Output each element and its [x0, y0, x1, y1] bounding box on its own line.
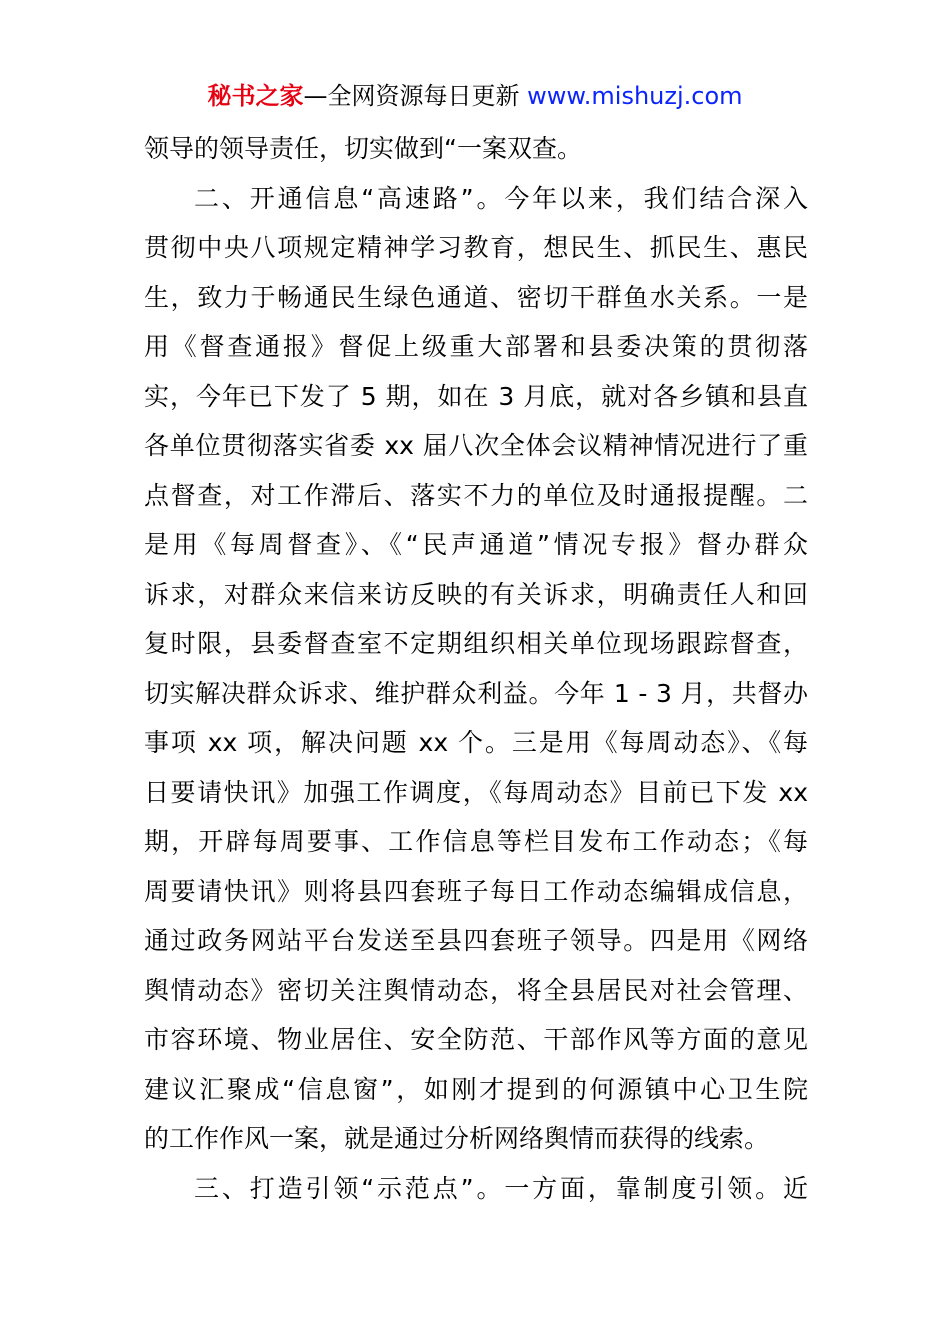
text-line: 点督查，对工作滞后、落实不力的单位及时通报提醒。二 [144, 480, 808, 510]
text-line: 领导的领导责任，切实做到“一案双查。 [144, 134, 582, 163]
text-line: 实，今年已下发了 5 期，如在 3 月底，就对各乡镇和县直 [144, 381, 808, 411]
text-line: 周要请快讯》则将县四套班子每日工作动态编辑成信息， [144, 876, 808, 906]
text-line: 复时限，县委督查室不定期组织相关单位现场跟踪督查， [144, 629, 808, 658]
document-header [0, 80, 950, 112]
text-line: 的工作作风一案，就是通过分析网络舆情而获得的线索。 [144, 1124, 770, 1153]
text-line: 市容环境、物业居住、安全防范、干部作风等方面的意见 [144, 1025, 808, 1054]
text-line: 舆情动态》密切关注舆情动态，将全县居民对社会管理、 [144, 975, 808, 1005]
text-line: 用《督查通报》督促上级重大部署和县委决策的贯彻落 [144, 332, 808, 361]
brand-name: 秘书之家 [207, 82, 304, 110]
header-tagline: —全网资源每日更新 [303, 82, 528, 110]
document-body [144, 124, 808, 1213]
site-url-link[interactable]: www.mishuzj.com [527, 82, 743, 110]
paragraph-start-line: 二、开通信息“高速路”。今年以来，我们结合深入 [194, 183, 808, 213]
text-line: 日要请快讯》加强工作调度，《每周动态》目前已下发 xx [144, 777, 808, 807]
text-line: 通过政务网站平台发送至县四套班子领导。四是用《网络 [144, 926, 808, 955]
text-line: 各单位贯彻落实省委 xx 届八次全体会议精神情况进行了重 [144, 431, 808, 460]
text-line: 贯彻中央八项规定精神学习教育，想民生、抓民生、惠民 [144, 233, 808, 262]
text-line: 切实解决群众诉求、维护群众利益。今年 1 - 3 月，共督办 [144, 678, 808, 708]
text-line: 诉求，对群众来信来访反映的有关诉求，明确责任人和回 [144, 579, 808, 609]
text-line: 建议汇聚成“信息窗”，如刚才提到的何源镇中心卫生院 [144, 1074, 808, 1104]
text-line: 是用《每周督查》、《“民声通道”情况专报》督办群众 [144, 530, 808, 559]
paragraph-start-line: 三、打造引领“示范点”。一方面，靠制度引领。近 [194, 1173, 808, 1203]
text-line: 生，致力于畅通民生绿色通道、密切干群鱼水关系。一是 [144, 282, 808, 312]
text-line: 期，开辟每周要事、工作信息等栏目发布工作动态；《每 [144, 827, 808, 856]
text-line: 事项 xx 项，解决问题 xx 个。三是用《每周动态》、《每 [144, 728, 808, 757]
